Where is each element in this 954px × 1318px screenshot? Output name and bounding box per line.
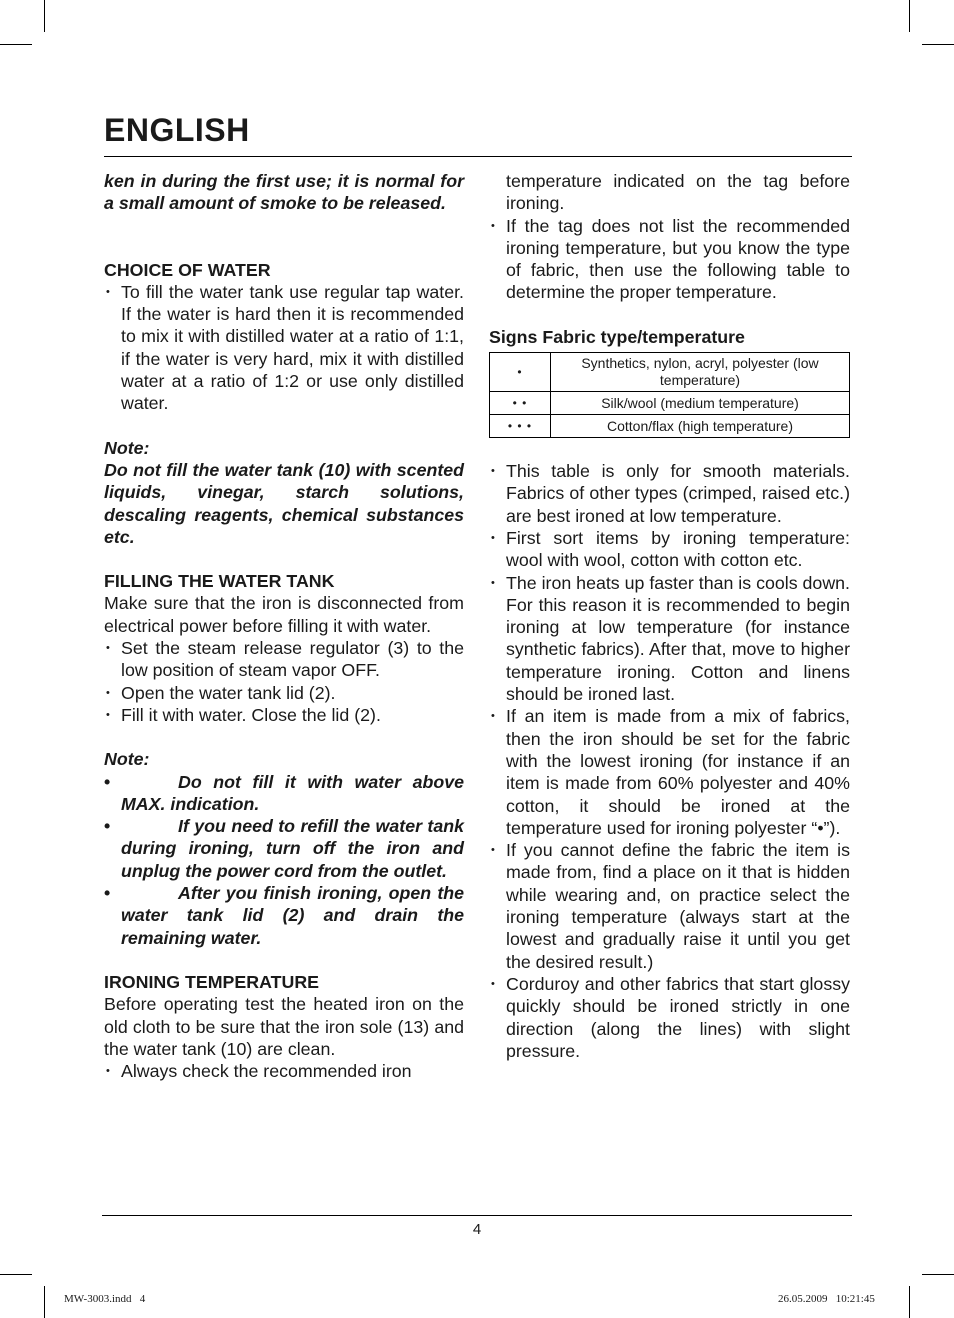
crop-mark xyxy=(0,44,32,45)
note1-label: Note: xyxy=(104,437,150,458)
note1-text: Do not fill the water tank (10) with scented liquids, vinegar, starch solutions, descaling reagents, chemical substances etc. xyxy=(104,459,464,547)
sign-cell: • xyxy=(490,353,551,392)
list-item: • The iron heats up faster than is cools down. For this reason it is recommended to begin ironing at low temperature (for instance synthetic fabrics). After that, move to higher temperature ironing. Cotton and linens should be ironed last. xyxy=(489,572,850,706)
temp-list xyxy=(104,1060,464,1082)
crop-mark xyxy=(909,0,910,32)
crop-mark xyxy=(922,44,954,45)
list-item: • If you need to refill the water tank during ironing, turn off the iron and unplug the power cord from the outlet. xyxy=(104,816,464,881)
footer-rule xyxy=(102,1215,852,1216)
sign-cell: • • • xyxy=(490,415,551,438)
fill-heading: FILLING THE WATER TANK xyxy=(104,571,335,592)
fill-intro: Make sure that the iron is disconnected from electrical power before filling it with water. xyxy=(104,593,464,636)
slug-file: MW-3003.indd 4 xyxy=(64,1293,146,1305)
note2-label: Note: xyxy=(104,749,150,770)
list-item: • To fill the water tank use regular tap water. If the water is hard then it is recommended to mix it with distilled water at a ratio of 1:1, if the water is very hard, mix it with distilled water at a ratio of 1:2 or use only distilled water. xyxy=(104,281,464,415)
fabric-cell: Silk/wool (medium temperature) xyxy=(551,392,850,415)
fill-list xyxy=(104,637,464,726)
list-item: • If the tag does not list the recommended ironing temperature, but you know the type of fabric, then use the following table to determine the proper temperature. xyxy=(489,215,850,304)
temp-heading: IRONING TEMPERATURE xyxy=(104,971,320,992)
fabric-cell: Cotton/flax (high temperature) xyxy=(551,415,850,438)
list-item: • Fill it with water. Close the lid (2). xyxy=(104,704,464,726)
list-item: • After you finish ironing, open the water tank lid (2) and drain the remaining water. xyxy=(104,883,464,948)
list-item: • Set the steam release regulator (3) to the low position of steam vapor OFF. xyxy=(104,637,464,682)
temp-intro: Before operating test the heated iron on the old cloth to be sure that the iron sole (13) and the water tank (10) are clean. xyxy=(104,994,464,1059)
list-item: • If an item is made from a mix of fabrics, then the iron should be set for the fabric with the lowest ironing (for instance if an item is made from 60% polyester and 40% cotton, it should be ironed at the temperature used for ironing polyester “•”). xyxy=(489,705,850,839)
list-item: • Corduroy and other fabrics that start glossy quickly should be ironed strictly in one direction (along the lines) with slight pressure. xyxy=(489,973,850,1062)
crop-mark xyxy=(44,1286,45,1318)
list-item: • This table is only for smooth materials. Fabrics of other types (crimped, raised etc.) are best ironed at low temperature. xyxy=(489,460,850,527)
intro-italic: ken in during the first use; it is normal for a small amount of smoke to be released. xyxy=(104,171,464,214)
table-row xyxy=(490,415,850,438)
crop-mark xyxy=(909,1286,910,1318)
crop-mark xyxy=(922,1274,954,1275)
header-rule xyxy=(104,156,852,157)
list-item: • Always check the recommended iron xyxy=(104,1060,464,1082)
water-heading: CHOICE OF WATER xyxy=(104,259,271,280)
right-column xyxy=(489,170,850,1062)
page-number: 4 xyxy=(472,1221,482,1238)
fabric-cell: Synthetics, nylon, acryl, polyester (low temperature) xyxy=(551,353,850,392)
sign-cell: • • xyxy=(490,392,551,415)
note2-list xyxy=(104,771,464,949)
crop-mark xyxy=(0,1274,32,1275)
fabric-table xyxy=(489,352,850,438)
page-heading: ENGLISH xyxy=(104,112,250,148)
table-heading: Signs Fabric type/temperature xyxy=(489,326,745,347)
water-list xyxy=(104,281,464,415)
list-item: • If you cannot define the fabric the item is made from, find a place on it that is hidden while wearing and, on practice select the ironing temperature (always start at the lowest and gradually raise it until you get the desired result.) xyxy=(489,839,850,973)
table-row xyxy=(490,392,850,415)
slug-date: 26.05.2009 10:21:45 xyxy=(778,1293,875,1305)
tag-list xyxy=(489,215,850,304)
list-item: • First sort items by ironing temperature: wool with wool, cotton with cotton etc. xyxy=(489,527,850,572)
list-item: • Open the water tank lid (2). xyxy=(104,682,464,704)
continuation-text: temperature indicated on the tag before ironing. xyxy=(506,171,850,214)
left-column xyxy=(104,170,464,1082)
list-item: • Do not fill it with water above MAX. indication. xyxy=(104,771,464,814)
table-row xyxy=(490,353,850,392)
care-list xyxy=(489,460,850,1062)
crop-mark xyxy=(44,0,45,32)
